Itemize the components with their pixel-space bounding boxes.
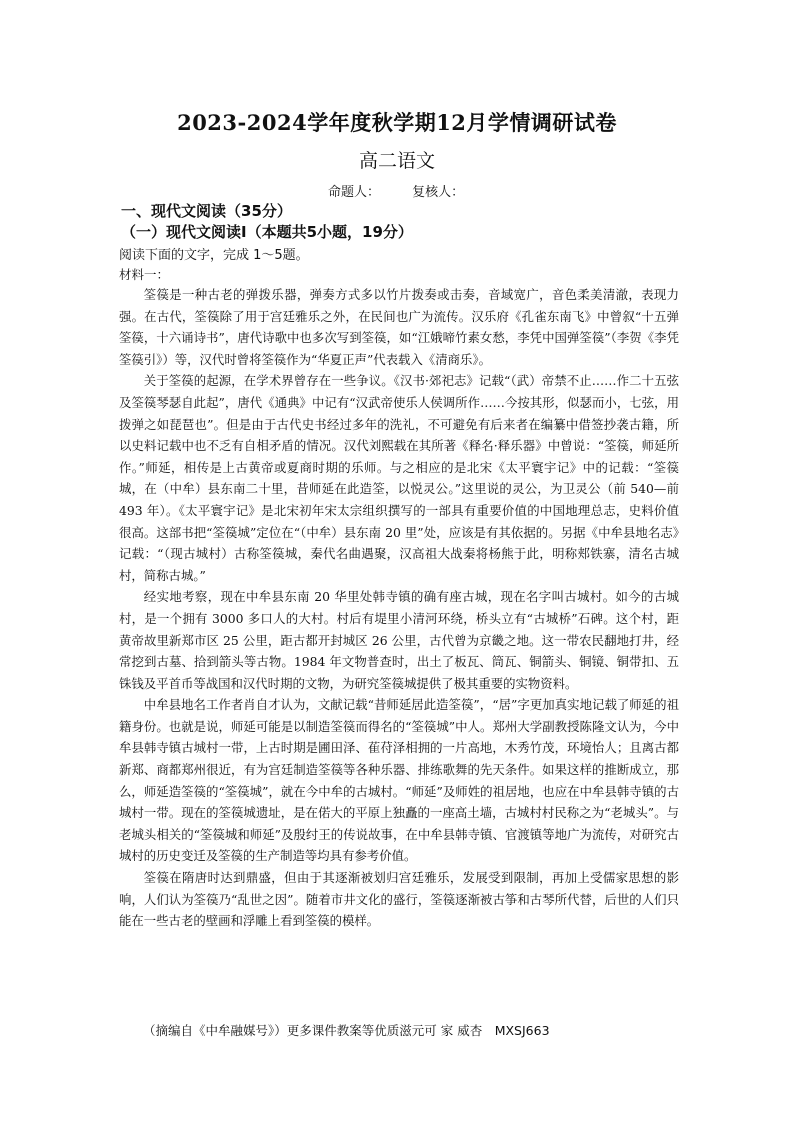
- exam-title: 2023-2024学年度秋学期12月学情调研试卷: [177, 110, 617, 135]
- authors-line: [328, 181, 492, 200]
- material-label: 材料一：: [119, 267, 170, 282]
- sub-section-heading: （一）现代文阅读Ⅰ（本题共5小题，19分）: [121, 223, 413, 241]
- paragraph-2: 关于筌篌的起源，在学术界曾存在一些争议。《汉书·郊祀志》记载“（武）帝禁不止……作二十五弦及筌篌琴瑟自此起”，唐代《通典》中记有“汉武帝使乐人侯调所作……今按其形，似瑟而小，七弦，用拨弹之如琵琶也”。但是由于古代史书经过多年的洗礼，不可避免有后来者在编纂中借签抄袭古籍，所以史料记载中也不乏有自相矛盾的情况。汉代刘熙载在其所著《释名·释乐器》中曾说：“筌篌，师延所作。”师延，相传是上古黄帝或夏商时期的乐师。与之相应的是北宋《太平寰宇记》中的记载：“筌篌城，在（中牟）县东南二十里，昔师延在此造筌，以悦灵公。”这里说的灵公，为卫灵公（前 540—前 493 年）。《太平寰宇记》是北宋初年宋太宗组织撰写的一部具有重要价值的中国地理总志，史料价值很高。这部书把“筌篌城”定位在“（中牟）县东南 20 里”处，应该是有其依据的。另据《中牟县地名志》记载：“（现古城村）古称筌篌城，秦代名曲遇聚，汉高祖大战秦将杨熊于此，明称郏铁寨，清名古城村，简称古城。”: [119, 373, 679, 583]
- paragraph-4: 中牟县地名工作者肖自才认为，文献记载“昔师延居此造筌篌”，“居”字更加真实地记载了师延的祖籍身份。也就是说，师延可能是以制造筌篌而得名的“筌篌城”中人。郑州大学副教授陈隆文认为，今中牟县韩寺镇古城村一带，上古时期是圃田泽、萑苻泽相拥的一片高地，木秀竹茂，环境怡人；且离古都新郑、商都郑州很近，有为宫廷制造筌篌等各种乐器、排练歌舞的先天条件。如果这样的推断成立，那么，师延造筌篌的“筌篌城”，就在今中牟的古城村。“师延”及师姓的祖居地，也应在中牟县韩寺镇的古城村一带。现在的筌篌城遗址，是在偌大的平原上独矗的一座高土墙，古城村村民称之为“老城头”。与老城头相关的“筌篌城和师延”及殷纣王的传说故事，在中牟县韩寺镇、官渡镇等地广为流传，对研究古城村的历史变迁及筌篌的生产制造等均具有参考价值。: [119, 697, 679, 864]
- section-heading: 一、现代文阅读（35分）: [121, 202, 292, 220]
- subject-title: 高二语文: [358, 150, 435, 172]
- source-citation: （摘编自《中牟融媒号》）: [143, 1023, 287, 1038]
- paragraph-3: 经实地考察，现在中牟县东南 20 华里处韩寺镇的确有座古城，现在名字叫古城村。如今的古城村，是一个拥有 3000 多口人的大村。村后有堤里小清河环绕，桥头立有“古城桥”石碑。这个村，距黄帝故里新郑市区 25 公里，距古都开封城区 26 公里，古代曾为京畿之地。这一带农民翻地打井，经常挖到古墓、拾到箭头等古物。1984 年文物普查时，出土了板瓦、筒瓦、铜箭头、铜镜、铜带扣、五铢钱及平首币等战国和汉代时期的文物，为研究筌篌城提供了极其重要的实物资料。: [119, 589, 679, 691]
- source-line: [143, 1021, 550, 1039]
- reviewer-label: 复核人：: [412, 185, 465, 200]
- paragraph-1: 筌篌是一种古老的弹拨乐器，弹奏方式多以竹片拨奏或击奏，音域宽广，音色柔美清澈，表现力强。在古代，筌篌除了用于宫廷雅乐之外，在民间也广为流传。汉乐府《孔雀东南飞》中曾叙“十五弹筌篌，十六诵诗书”，唐代诗歌中也多次写到筌篌，如“江娥啼竹素女愁，李凭中国弹筌篌”（李贺《李凭筌篌引》）等，汉代时曾将筌篌作为“华夏正声”代表载入《清商乐》。: [119, 287, 679, 367]
- reading-instruction: 阅读下面的文字，完成 1～5题。: [119, 248, 309, 263]
- paragraph-5: 筌篌在隋唐时达到鼎盛，但由于其逐渐被划归宫廷雅乐，发展受到限制，再加上受儒家思想的影响，人们认为筌篌乃“乱世之因”。随着市井文化的盛行，筌篌逐渐被古筝和古琴所代替，后世的人们只能在一些古老的壁画和浮雕上看到筌篌的模样。: [119, 870, 679, 929]
- passage-body: [119, 284, 679, 932]
- watermark-text: 更多课件教案等优质滋元可 家 威杏 MXSJ663: [286, 1023, 550, 1038]
- setter-label: 命题人：: [328, 185, 381, 200]
